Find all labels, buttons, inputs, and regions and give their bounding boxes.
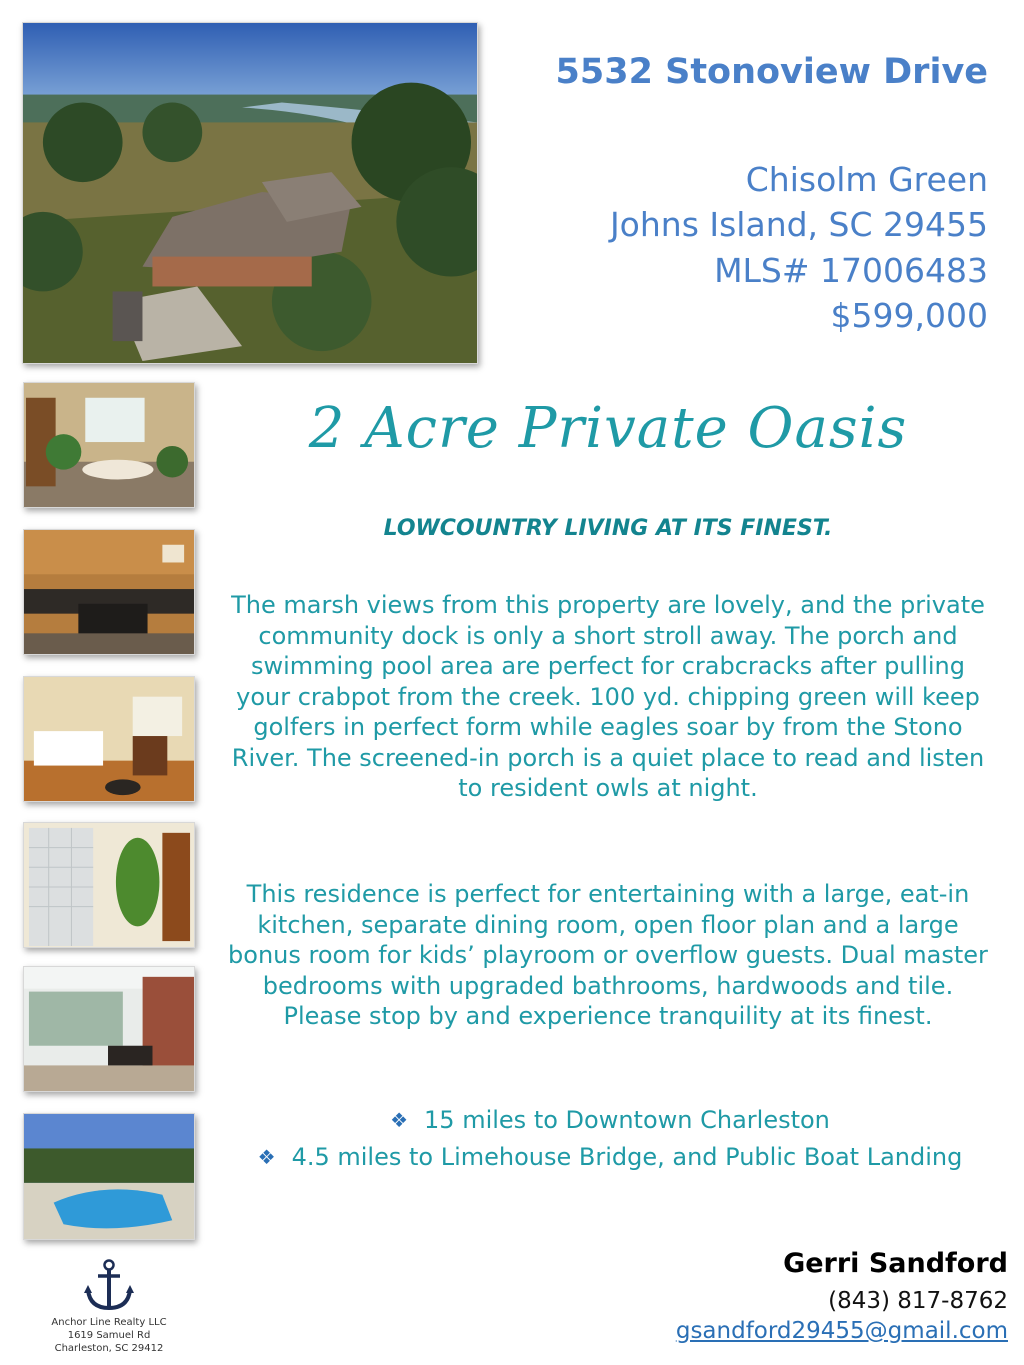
brokerage-city: Charleston, SC 29412 bbox=[54, 1343, 164, 1354]
tagline: LOWCOUNTRY LIVING AT ITS FINEST. bbox=[383, 516, 833, 541]
swimming-pool-photo bbox=[23, 1113, 195, 1240]
brokerage-name: Anchor Line Realty LLC bbox=[51, 1317, 167, 1328]
list-price: $599,000 bbox=[830, 296, 988, 335]
hallway-photo bbox=[23, 822, 195, 948]
aerial-home-photo bbox=[22, 22, 478, 364]
list-item bbox=[240, 1105, 980, 1136]
anchor-icon bbox=[83, 1258, 135, 1314]
agent-name: Gerri Sandford bbox=[783, 1248, 1008, 1279]
agent-phone: (843) 817-8762 bbox=[828, 1288, 1008, 1314]
bedroom-photo bbox=[23, 676, 195, 802]
agent-email-link[interactable]: gsandford29455@gmail.com bbox=[675, 1318, 1008, 1344]
headline: 2 Acre Private Oasis bbox=[308, 396, 908, 461]
screened-porch-photo bbox=[23, 966, 195, 1092]
description-paragraph: The marsh views from this property are lovely, and the private community dock is only a short stroll away. The porch and swimming pool area are perfect for crabcracks after pulling your crabpot from the creek. 100 yd. chipping green will keep golfers in perfect form while eagles soar by from the Stono River. The screened-in porch is a quiet place to read and listen to resident owls at night. bbox=[231, 591, 985, 802]
dining-room-photo bbox=[23, 382, 195, 508]
city-state-zip: Johns Island, SC 29455 bbox=[609, 205, 988, 244]
mls-number: MLS# 17006483 bbox=[714, 251, 988, 290]
description-paragraph: This residence is perfect for entertaining with a large, eat-in kitchen, separate dining room, open floor plan and a large bonus room for kids’ playroom or overflow guests. Dual master bedrooms with upgraded bathrooms, hardwoods and tile. Please stop by and experience tranquility at its finest. bbox=[228, 880, 988, 1030]
kitchen-photo bbox=[23, 529, 195, 655]
highlight-text: 4.5 miles to Limehouse Bridge, and Public Boat Landing bbox=[291, 1142, 963, 1171]
list-item bbox=[240, 1142, 980, 1173]
diamond-bullet-icon: ❖ bbox=[390, 1108, 409, 1132]
brokerage-street: 1619 Samuel Rd bbox=[67, 1330, 151, 1341]
highlight-text: 15 miles to Downtown Charleston bbox=[424, 1106, 830, 1134]
neighborhood: Chisolm Green bbox=[745, 160, 988, 199]
street-address: 5532 Stonoview Drive bbox=[555, 52, 988, 92]
diamond-bullet-icon: ❖ bbox=[257, 1144, 276, 1169]
highlights-list bbox=[240, 1105, 980, 1178]
